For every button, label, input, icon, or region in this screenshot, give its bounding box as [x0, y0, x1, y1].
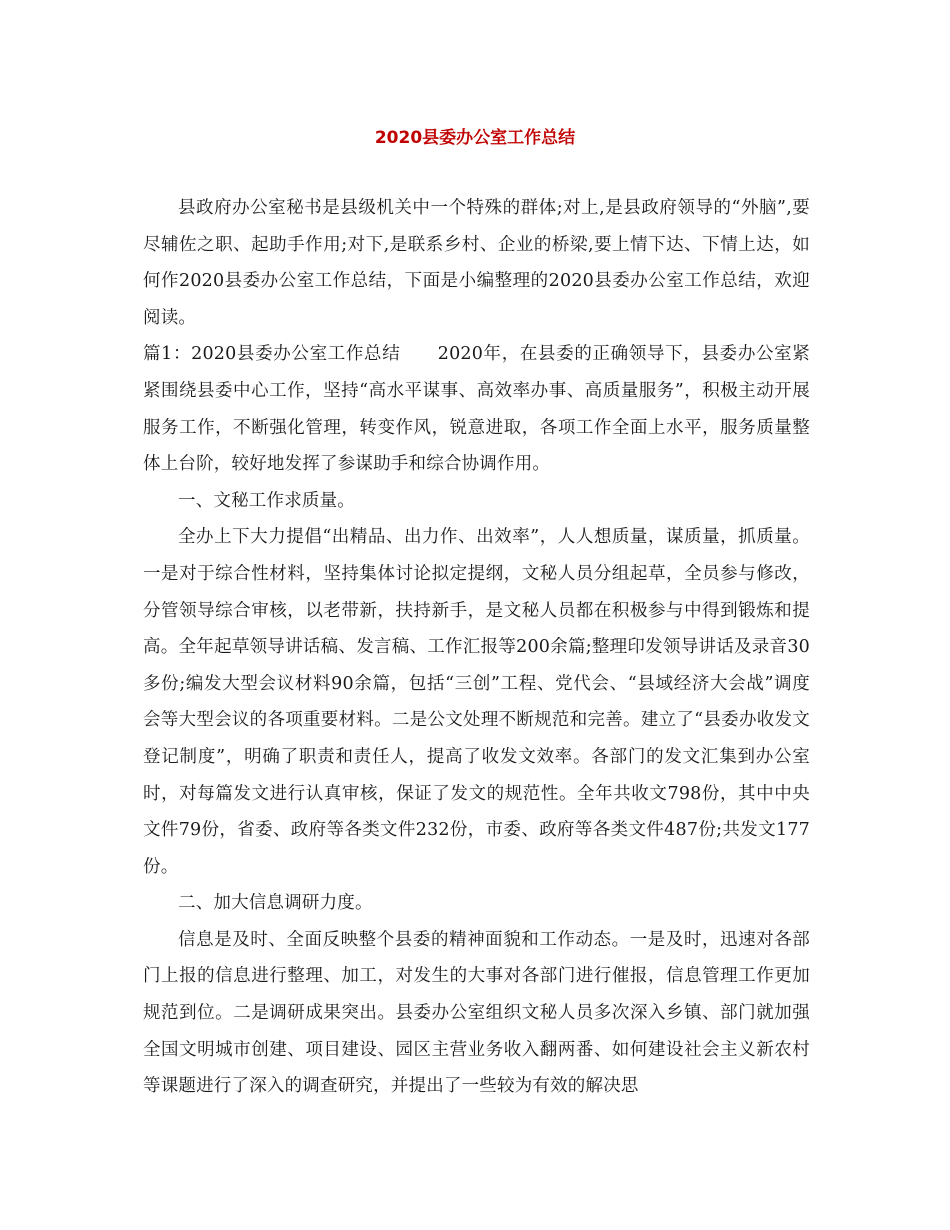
article-intro-text: 2020年，在县委的正确领导下，县委办公室紧紧围绕县委中心工作，坚持“高水平谋事、高效率办事、高质量服务”，积极主动开展服务工作，不断强化管理，转变作风，锐意进取，各项工作全面上水平，服务质量整体上台阶，较好地发挥了参谋助手和综合协调作用。: [143, 344, 811, 475]
section-heading-1: 一、文秘工作求质量。: [178, 490, 355, 511]
article-paragraph: [143, 336, 810, 482]
section-heading-2: 二、加大信息调研力度。: [178, 893, 373, 914]
section-body-1: 全办上下大力提倡“出精品、出力作、出效率”，人人想质量，谋质量，抓质量。一是对于综合性材料，坚持集体讨论拟定提纲，文秘人员分组起草，全员参与修改，分管领导综合审核，以老带新，扶持新手，是文秘人员都在积极参与中得到锻炼和提高。全年起草领导讲话稿、发言稿、工作汇报等200余篇;整理印发领导讲话及录音30多份;编发大型会议材料90余篇，包括“三创”工程、党代会、“县域经济大会战”调度会等大型会议的各项重要材料。二是公文处理不断规范和完善。建立了“县委办收发文登记制度”，明确了职责和责任人，提高了收发文效率。各部门的发文汇集到办公室时，对每篇发文进行认真审核，保证了发文的规范性。全年共收文798份，其中中央文件79份，省委、政府等各类文件232份，市委、政府等各类文件487份;共发文177份。: [143, 527, 810, 877]
section-body-2: 信息是及时、全面反映整个县委的精神面貌和工作动态。一是及时，迅速对各部门上报的信息进行整理、加工，对发生的大事对各部门进行催报，信息管理工作更加规范到位。二是调研成果突出。县委办公室组织文秘人员多次深入乡镇、部门就加强全国文明城市创建、项目建设、园区主营业务收入翻两番、如何建设社会主义新农村等课题进行了深入的调查研究，并提出了一些较为有效的解决思: [143, 929, 810, 1097]
document-title: 2020县委办公室工作总结: [374, 128, 576, 148]
article-heading: 篇1：2020县委办公室工作总结: [143, 344, 401, 365]
intro-paragraph: 县政府办公室秘书是县级机关中一个特殊的群体;对上,是县政府领导的“外脑”,要尽辅佐之职、起助手作用;对下,是联系乡村、企业的桥梁,要上情下达、下情上达，如何作2020县委办公室工作总结，下面是小编整理的2020县委办公室工作总结，欢迎阅读。: [143, 198, 810, 328]
document-body: [143, 190, 810, 1105]
